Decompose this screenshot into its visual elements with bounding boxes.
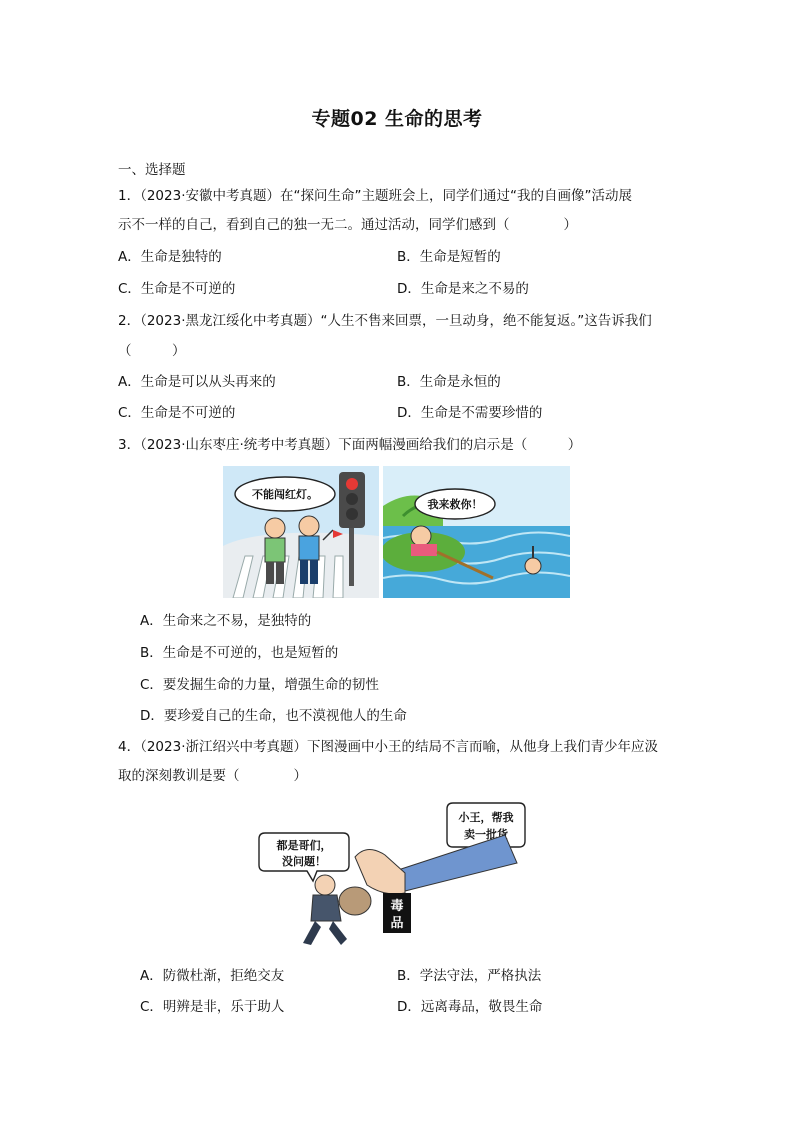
page-title: 专题02 生命的思考	[311, 108, 483, 130]
question-1-option-c[interactable]: C．生命是不可逆的	[118, 281, 236, 297]
question-1-option-d[interactable]: D．生命是来之不易的	[397, 281, 529, 297]
question-1-line-2: 示不一样的自己，看到自己的独一无二。通过活动，同学们感到（ ）	[118, 217, 577, 233]
comic-drugs-left-bubble-line-2: 没问题！	[282, 855, 326, 868]
question-1-line-1: 1．（2023·安徽中考真题）在“探问生命”主题班会上，同学们通过“我的自画像”活动展	[118, 188, 632, 204]
question-1-option-b[interactable]: B．生命是短暂的	[397, 249, 501, 265]
comic-rescue-image	[383, 466, 570, 598]
question-2-option-d[interactable]: D．生命是不需要珍惜的	[397, 405, 543, 421]
question-4-option-a[interactable]: A．防微杜渐，拒绝交友	[140, 968, 285, 984]
section-heading: 一、选择题	[118, 162, 186, 178]
comic-drugs-right-bubble-line-1: 小王，帮我	[458, 811, 514, 824]
question-3-line-1: 3．（2023·山东枣庄·统考中考真题）下面两幅漫画给我们的启示是（ ）	[118, 437, 582, 453]
comic-drugs-left-bubble-line-1: 都是哥们，	[276, 839, 332, 852]
question-2-option-b[interactable]: B．生命是永恒的	[397, 374, 501, 390]
question-3-option-a[interactable]: A．生命来之不易，是独特的	[140, 613, 312, 629]
comic-drugs-label-line-1: 毒	[390, 899, 404, 914]
question-4-option-c[interactable]: C．明辨是非，乐于助人	[140, 999, 285, 1015]
question-2-line-1: 2．（2023·黑龙江绥化中考真题）“人生不售来回票，一旦动身，绝不能复返。”这告诉我们	[118, 313, 652, 329]
question-4-option-d[interactable]: D．远离毒品，敬畏生命	[397, 999, 543, 1015]
question-3-option-c[interactable]: C．要发掘生命的力量，增强生命的韧性	[140, 677, 379, 693]
comic-rescue-bubble-text: 我来救你！	[427, 498, 483, 511]
question-3-option-b[interactable]: B．生命是不可逆的，也是短暂的	[140, 645, 339, 661]
comic-drugs-label-line-2: 品	[390, 916, 404, 931]
question-1-option-a[interactable]: A．生命是独特的	[118, 249, 222, 265]
question-4-option-b[interactable]: B．学法守法，严格执法	[397, 968, 542, 984]
question-3-option-d[interactable]: D．要珍爱自己的生命，也不漠视他人的生命	[140, 708, 407, 724]
question-2-line-2: （ ）	[118, 343, 186, 359]
question-2-option-a[interactable]: A．生命是可以从头再来的	[118, 374, 276, 390]
comic-crosswalk-bubble-text: 不能闯红灯。	[252, 488, 318, 501]
question-4-line-1: 4．（2023·浙江绍兴中考真题）下图漫画中小王的结局不言而喻，从他身上我们青少年应汲	[118, 739, 658, 755]
question-2-option-c[interactable]: C．生命是不可逆的	[118, 405, 236, 421]
comic-crosswalk-image	[223, 466, 379, 598]
question-4-line-2: 取的深刻教训是要（ ）	[118, 768, 307, 784]
comic-drugs-right-bubble-line-2: 卖一批货	[464, 828, 508, 841]
comic-drugs-image	[255, 793, 535, 953]
